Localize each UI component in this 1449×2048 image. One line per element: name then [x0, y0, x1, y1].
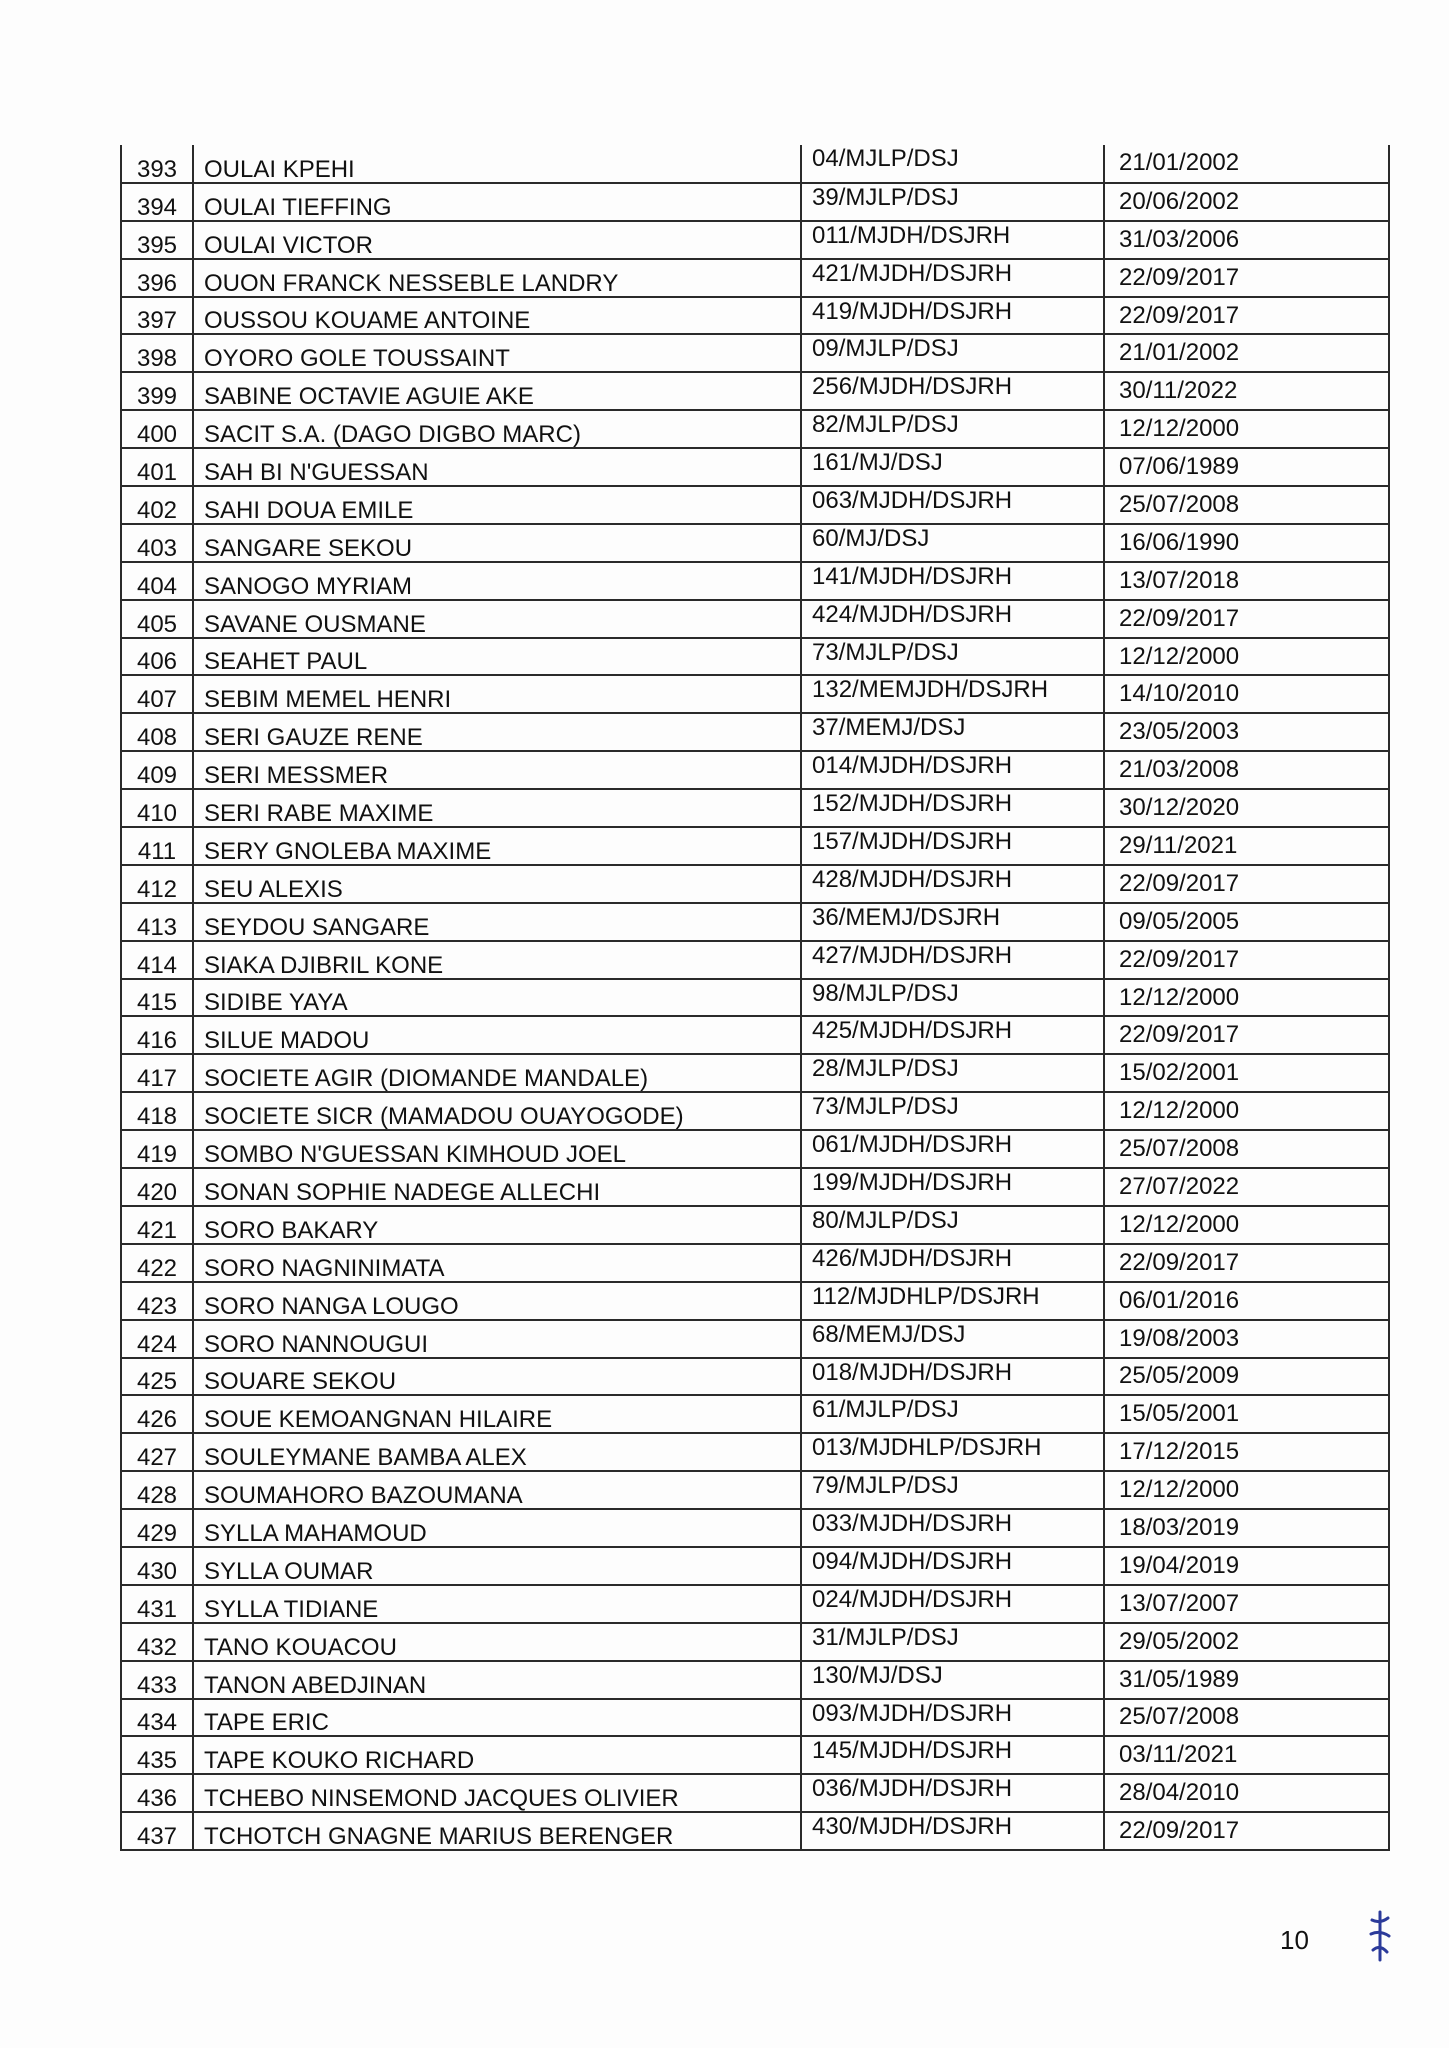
row-reference: 024/MJDH/DSJRH — [801, 1585, 1104, 1623]
row-reference: 011/MJDH/DSJRH — [801, 221, 1104, 259]
table-row — [121, 600, 1389, 638]
row-date: 30/12/2020 — [1104, 789, 1389, 827]
row-number: 409 — [121, 751, 193, 789]
row-date: 12/12/2000 — [1104, 1471, 1389, 1509]
row-number: 425 — [121, 1358, 193, 1396]
table-row — [121, 334, 1389, 372]
row-number: 398 — [121, 334, 193, 372]
row-reference: 37/MEMJ/DSJ — [801, 713, 1104, 751]
row-name: OUSSOU KOUAME ANTOINE — [193, 297, 801, 335]
row-name: SANOGO MYRIAM — [193, 562, 801, 600]
row-name: SONAN SOPHIE NADEGE ALLECHI — [193, 1168, 801, 1206]
row-date: 16/06/1990 — [1104, 524, 1389, 562]
row-reference: 426/MJDH/DSJRH — [801, 1244, 1104, 1282]
row-date: 22/09/2017 — [1104, 600, 1389, 638]
row-number: 430 — [121, 1547, 193, 1585]
table-row — [121, 751, 1389, 789]
row-name: SOCIETE AGIR (DIOMANDE MANDALE) — [193, 1054, 801, 1092]
row-reference: 424/MJDH/DSJRH — [801, 600, 1104, 638]
row-reference: 014/MJDH/DSJRH — [801, 751, 1104, 789]
row-name: SOCIETE SICR (MAMADOU OUAYOGODE) — [193, 1092, 801, 1130]
row-date: 31/03/2006 — [1104, 221, 1389, 259]
row-reference: 094/MJDH/DSJRH — [801, 1547, 1104, 1585]
table-row — [121, 1282, 1389, 1320]
table-row — [121, 1623, 1389, 1661]
row-number: 426 — [121, 1395, 193, 1433]
row-date: 12/12/2000 — [1104, 1092, 1389, 1130]
row-date: 12/12/2000 — [1104, 638, 1389, 676]
table-row — [121, 1358, 1389, 1396]
row-date: 29/11/2021 — [1104, 827, 1389, 865]
row-number: 400 — [121, 410, 193, 448]
row-date: 20/06/2002 — [1104, 183, 1389, 221]
row-name: OYORO GOLE TOUSSAINT — [193, 334, 801, 372]
row-date: 22/09/2017 — [1104, 1016, 1389, 1054]
page-number: 10 — [1280, 1925, 1309, 1955]
row-number: 424 — [121, 1320, 193, 1358]
row-reference: 199/MJDH/DSJRH — [801, 1168, 1104, 1206]
row-name: SERI MESSMER — [193, 751, 801, 789]
row-number: 412 — [121, 865, 193, 903]
table-row — [121, 448, 1389, 486]
row-date: 06/01/2016 — [1104, 1282, 1389, 1320]
row-number: 397 — [121, 297, 193, 335]
row-number: 423 — [121, 1282, 193, 1320]
row-name: OULAI KPEHI — [193, 145, 801, 183]
row-reference: 68/MEMJ/DSJ — [801, 1320, 1104, 1358]
row-date: 14/10/2010 — [1104, 675, 1389, 713]
row-reference: 161/MJ/DSJ — [801, 448, 1104, 486]
row-reference: 82/MJLP/DSJ — [801, 410, 1104, 448]
row-date: 19/08/2003 — [1104, 1320, 1389, 1358]
row-name: SEU ALEXIS — [193, 865, 801, 903]
row-number: 401 — [121, 448, 193, 486]
row-name: SERY GNOLEBA MAXIME — [193, 827, 801, 865]
row-name: SACIT S.A. (DAGO DIGBO MARC) — [193, 410, 801, 448]
table-row — [121, 1168, 1389, 1206]
row-number: 413 — [121, 903, 193, 941]
table-row — [121, 1320, 1389, 1358]
table-row — [121, 297, 1389, 335]
row-date: 23/05/2003 — [1104, 713, 1389, 751]
row-number: 421 — [121, 1206, 193, 1244]
table-row — [121, 1054, 1389, 1092]
table-row — [121, 1244, 1389, 1282]
table-row — [121, 1433, 1389, 1471]
row-name: SORO BAKARY — [193, 1206, 801, 1244]
row-name: SOUMAHORO BAZOUMANA — [193, 1471, 801, 1509]
row-date: 25/07/2008 — [1104, 1699, 1389, 1737]
row-date: 21/01/2002 — [1104, 145, 1389, 183]
row-name: TANON ABEDJINAN — [193, 1661, 801, 1699]
row-number: 396 — [121, 259, 193, 297]
table-row — [121, 1661, 1389, 1699]
row-name: SOUARE SEKOU — [193, 1358, 801, 1396]
row-reference: 28/MJLP/DSJ — [801, 1054, 1104, 1092]
row-reference: 428/MJDH/DSJRH — [801, 865, 1104, 903]
row-reference: 425/MJDH/DSJRH — [801, 1016, 1104, 1054]
row-reference: 79/MJLP/DSJ — [801, 1471, 1104, 1509]
row-date: 13/07/2018 — [1104, 562, 1389, 600]
table-row — [121, 1585, 1389, 1623]
row-date: 12/12/2000 — [1104, 979, 1389, 1017]
row-name: SERI GAUZE RENE — [193, 713, 801, 751]
row-number: 410 — [121, 789, 193, 827]
table-row — [121, 410, 1389, 448]
row-reference: 152/MJDH/DSJRH — [801, 789, 1104, 827]
row-number: 429 — [121, 1509, 193, 1547]
table-row — [121, 562, 1389, 600]
row-reference: 132/MEMJDH/DSJRH — [801, 675, 1104, 713]
row-reference: 112/MJDHLP/DSJRH — [801, 1282, 1104, 1320]
row-name: OULAI TIEFFING — [193, 183, 801, 221]
row-date: 21/01/2002 — [1104, 334, 1389, 372]
table-row — [121, 1547, 1389, 1585]
row-date: 17/12/2015 — [1104, 1433, 1389, 1471]
table-row — [121, 259, 1389, 297]
table-row — [121, 865, 1389, 903]
row-date: 22/09/2017 — [1104, 865, 1389, 903]
row-name: SEYDOU SANGARE — [193, 903, 801, 941]
row-number: 399 — [121, 372, 193, 410]
row-name: SIDIBE YAYA — [193, 979, 801, 1017]
row-number: 415 — [121, 979, 193, 1017]
row-name: SANGARE SEKOU — [193, 524, 801, 562]
row-name: SORO NANNOUGUI — [193, 1320, 801, 1358]
table-row — [121, 1736, 1389, 1774]
row-date: 12/12/2000 — [1104, 1206, 1389, 1244]
row-reference: 31/MJLP/DSJ — [801, 1623, 1104, 1661]
table-row — [121, 183, 1389, 221]
row-number: 414 — [121, 941, 193, 979]
row-reference: 130/MJ/DSJ — [801, 1661, 1104, 1699]
table-row — [121, 1699, 1389, 1737]
table-row — [121, 713, 1389, 751]
row-name: SORO NANGA LOUGO — [193, 1282, 801, 1320]
row-date: 25/07/2008 — [1104, 486, 1389, 524]
row-number: 431 — [121, 1585, 193, 1623]
table-row — [121, 1774, 1389, 1812]
row-reference: 141/MJDH/DSJRH — [801, 562, 1104, 600]
row-date: 18/03/2019 — [1104, 1509, 1389, 1547]
row-number: 403 — [121, 524, 193, 562]
table-row — [121, 903, 1389, 941]
row-number: 428 — [121, 1471, 193, 1509]
row-date: 28/04/2010 — [1104, 1774, 1389, 1812]
row-reference: 427/MJDH/DSJRH — [801, 941, 1104, 979]
row-date: 13/07/2007 — [1104, 1585, 1389, 1623]
row-name: SORO NAGNINIMATA — [193, 1244, 801, 1282]
row-date: 07/06/1989 — [1104, 448, 1389, 486]
row-name: SOUE KEMOANGNAN HILAIRE — [193, 1395, 801, 1433]
row-date: 21/03/2008 — [1104, 751, 1389, 789]
row-number: 407 — [121, 675, 193, 713]
row-number: 411 — [121, 827, 193, 865]
row-reference: 033/MJDH/DSJRH — [801, 1509, 1104, 1547]
row-number: 418 — [121, 1092, 193, 1130]
table-row — [121, 675, 1389, 713]
row-name: SILUE MADOU — [193, 1016, 801, 1054]
table-row — [121, 1509, 1389, 1547]
row-reference: 04/MJLP/DSJ — [801, 145, 1104, 183]
row-number: 395 — [121, 221, 193, 259]
row-number: 408 — [121, 713, 193, 751]
table-row — [121, 1395, 1389, 1433]
row-reference: 419/MJDH/DSJRH — [801, 297, 1104, 335]
row-name: SYLLA TIDIANE — [193, 1585, 801, 1623]
row-date: 09/05/2005 — [1104, 903, 1389, 941]
row-reference: 145/MJDH/DSJRH — [801, 1736, 1104, 1774]
table-row — [121, 1130, 1389, 1168]
row-reference: 157/MJDH/DSJRH — [801, 827, 1104, 865]
row-number: 419 — [121, 1130, 193, 1168]
table-row — [121, 1092, 1389, 1130]
table-row — [121, 827, 1389, 865]
row-name: SYLLA MAHAMOUD — [193, 1509, 801, 1547]
row-date: 22/09/2017 — [1104, 297, 1389, 335]
row-date: 30/11/2022 — [1104, 372, 1389, 410]
row-reference: 61/MJLP/DSJ — [801, 1395, 1104, 1433]
row-reference: 09/MJLP/DSJ — [801, 334, 1104, 372]
row-reference: 421/MJDH/DSJRH — [801, 259, 1104, 297]
row-number: 393 — [121, 145, 193, 183]
row-number: 437 — [121, 1812, 193, 1850]
row-name: SIAKA DJIBRIL KONE — [193, 941, 801, 979]
row-date: 22/09/2017 — [1104, 259, 1389, 297]
row-number: 435 — [121, 1736, 193, 1774]
row-reference: 430/MJDH/DSJRH — [801, 1812, 1104, 1850]
row-reference: 063/MJDH/DSJRH — [801, 486, 1104, 524]
row-date: 27/07/2022 — [1104, 1168, 1389, 1206]
table-row — [121, 638, 1389, 676]
table-body — [121, 145, 1389, 1850]
row-name: TANO KOUACOU — [193, 1623, 801, 1661]
row-date: 15/02/2001 — [1104, 1054, 1389, 1092]
row-date: 29/05/2002 — [1104, 1623, 1389, 1661]
row-name: TAPE KOUKO RICHARD — [193, 1736, 801, 1774]
row-name: OULAI VICTOR — [193, 221, 801, 259]
row-reference: 036/MJDH/DSJRH — [801, 1774, 1104, 1812]
row-name: SAHI DOUA EMILE — [193, 486, 801, 524]
row-reference: 98/MJLP/DSJ — [801, 979, 1104, 1017]
row-name: SOULEYMANE BAMBA ALEX — [193, 1433, 801, 1471]
row-number: 404 — [121, 562, 193, 600]
row-reference: 73/MJLP/DSJ — [801, 638, 1104, 676]
row-number: 394 — [121, 183, 193, 221]
row-number: 416 — [121, 1016, 193, 1054]
row-name: OUON FRANCK NESSEBLE LANDRY — [193, 259, 801, 297]
row-date: 19/04/2019 — [1104, 1547, 1389, 1585]
row-number: 417 — [121, 1054, 193, 1092]
table-row — [121, 1016, 1389, 1054]
table-row — [121, 372, 1389, 410]
row-name: SABINE OCTAVIE AGUIE AKE — [193, 372, 801, 410]
row-date: 22/09/2017 — [1104, 1244, 1389, 1282]
row-number: 434 — [121, 1699, 193, 1737]
row-date: 25/07/2008 — [1104, 1130, 1389, 1168]
table-row — [121, 1471, 1389, 1509]
row-number: 420 — [121, 1168, 193, 1206]
table-row — [121, 524, 1389, 562]
row-reference: 39/MJLP/DSJ — [801, 183, 1104, 221]
row-name: TCHOTCH GNAGNE MARIUS BERENGER — [193, 1812, 801, 1850]
row-number: 436 — [121, 1774, 193, 1812]
row-name: TCHEBO NINSEMOND JACQUES OLIVIER — [193, 1774, 801, 1812]
table-row — [121, 1812, 1389, 1850]
row-name: SYLLA OUMAR — [193, 1547, 801, 1585]
row-date: 15/05/2001 — [1104, 1395, 1389, 1433]
table-row — [121, 979, 1389, 1017]
row-date: 25/05/2009 — [1104, 1358, 1389, 1396]
row-name: TAPE ERIC — [193, 1699, 801, 1737]
table-row — [121, 486, 1389, 524]
row-reference: 061/MJDH/DSJRH — [801, 1130, 1104, 1168]
row-date: 12/12/2000 — [1104, 410, 1389, 448]
row-reference: 73/MJLP/DSJ — [801, 1092, 1104, 1130]
registry-table — [120, 145, 1390, 1851]
row-number: 406 — [121, 638, 193, 676]
row-reference: 093/MJDH/DSJRH — [801, 1699, 1104, 1737]
row-reference: 018/MJDH/DSJRH — [801, 1358, 1104, 1396]
table-row — [121, 221, 1389, 259]
table-row — [121, 941, 1389, 979]
row-name: SAVANE OUSMANE — [193, 600, 801, 638]
row-reference: 013/MJDHLP/DSJRH — [801, 1433, 1104, 1471]
row-number: 422 — [121, 1244, 193, 1282]
handwritten-initials-icon — [1368, 1910, 1392, 1962]
row-number: 402 — [121, 486, 193, 524]
row-date: 31/05/1989 — [1104, 1661, 1389, 1699]
row-number: 433 — [121, 1661, 193, 1699]
table-row — [121, 789, 1389, 827]
table-row — [121, 1206, 1389, 1244]
row-reference: 256/MJDH/DSJRH — [801, 372, 1104, 410]
table-row — [121, 145, 1389, 183]
row-name: SEAHET PAUL — [193, 638, 801, 676]
row-name: SEBIM MEMEL HENRI — [193, 675, 801, 713]
row-reference: 60/MJ/DSJ — [801, 524, 1104, 562]
row-name: SERI RABE MAXIME — [193, 789, 801, 827]
row-reference: 80/MJLP/DSJ — [801, 1206, 1104, 1244]
row-number: 427 — [121, 1433, 193, 1471]
row-date: 22/09/2017 — [1104, 1812, 1389, 1850]
row-number: 432 — [121, 1623, 193, 1661]
row-number: 405 — [121, 600, 193, 638]
row-date: 03/11/2021 — [1104, 1736, 1389, 1774]
row-name: SAH BI N'GUESSAN — [193, 448, 801, 486]
row-date: 22/09/2017 — [1104, 941, 1389, 979]
row-name: SOMBO N'GUESSAN KIMHOUD JOEL — [193, 1130, 801, 1168]
row-reference: 36/MEMJ/DSJRH — [801, 903, 1104, 941]
